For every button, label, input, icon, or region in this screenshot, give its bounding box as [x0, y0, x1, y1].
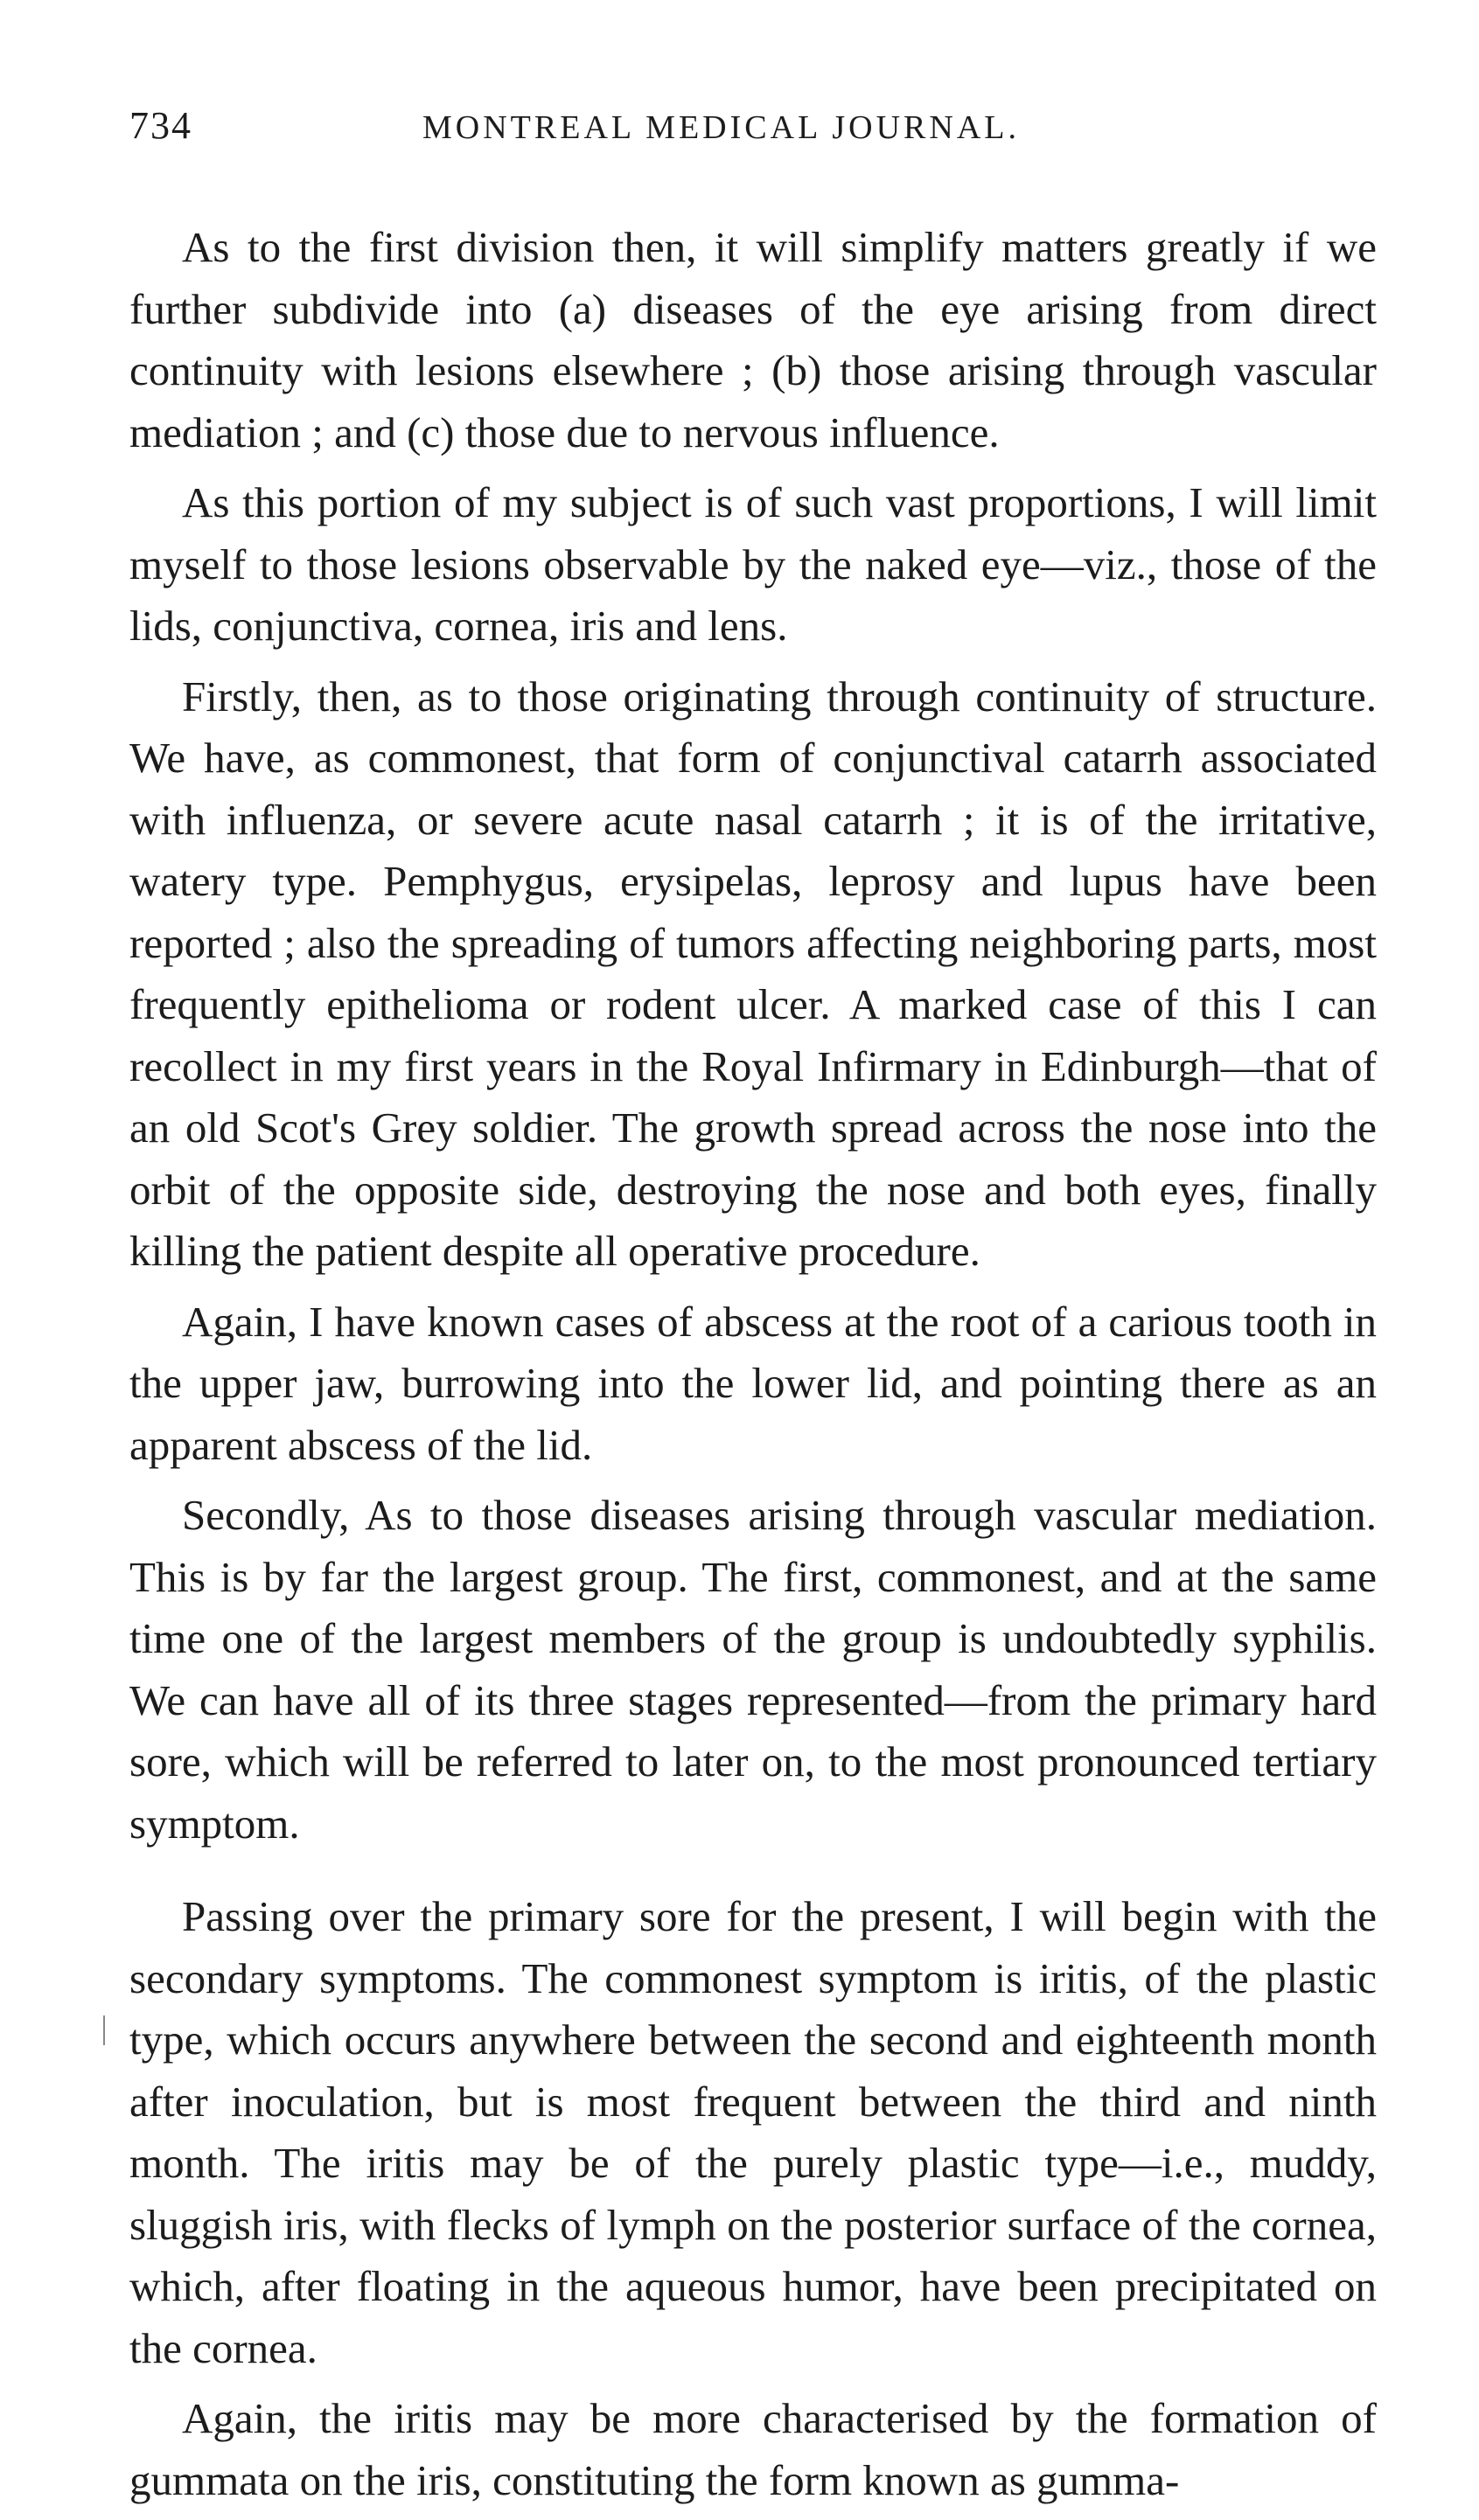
paragraph-vascular-mediation: Secondly, As to those diseases arising through vascular mediation. This is by far the largest group. The first, commonest, and at the same time one of the largest members of the group is undoubtedly syphilis. We can have all of its three stages represented—from the primary hard sore, which will be referred to later on, to the most pronounced tertiary symptom.	[129, 1491, 1377, 1848]
paragraph-abscess: Again, I have known cases of abscess at the root of a carious tooth in the upper jaw, burrowing into the lower lid, and pointing there as an apparent abscess of the lid.	[129, 1297, 1377, 1469]
margin-mark	[103, 2015, 105, 2045]
running-head	[129, 103, 1377, 182]
journal-title: MONTREAL MEDICAL JOURNAL.	[422, 109, 1020, 146]
article-body	[129, 217, 1377, 2511]
journal-page	[129, 103, 1377, 2520]
paragraph-continuity: Firstly, then, as to those originating through continuity of structure. We have, as commonest, that form of conjunctival catarrh associated with influenza, or severe acute nasal catarrh ; it is of the irritative, watery type. Pemphygus, erysipelas, leprosy and lupus have been reported ; also the spreading of tumors affecting neighboring parts, most frequently epithelioma or rodent ulcer. A marked case of this I can recollect in my first years in the Royal Infirmary in Edinburgh—that of an old Scot's Grey soldier. The growth spread across the nose into the orbit of the opposite side, destroying the nose and both eyes, finally killing the patient despite all operative procedure.	[129, 672, 1377, 1275]
paragraph-gummata: Again, the iritis may be more characterised by the formation of gummata on the iris, constituting the form known as gumma-	[129, 2394, 1377, 2504]
paragraph-secondary-symptoms: Passing over the primary sore for the present, I will begin with the secondary symptoms. The commonest symptom is iritis, of the plastic type, which occurs anywhere between the second and eighteenth month after inoculation, but is most frequent between the third and ninth month. The iritis may be of the purely plastic type—i.e., muddy, sluggish iris, with flecks of lymph on the posterior surface of the cornea, which, after floating in the aqueous humor, have been precipitated on the cornea.	[129, 1892, 1377, 2372]
paragraph-scope: As this portion of my subject is of such vast proportions, I will limit myself to those lesions observable by the naked eye—viz., those of the lids, conjunctiva, cornea, iris and lens.	[129, 478, 1377, 650]
page-number: 734	[129, 104, 192, 147]
paragraph-first-division: As to the first division then, it will simplify matters greatly if we further subdivide into (a) diseases of the eye arising from direct continuity with lesions elsewhere ; (b) those arising through vascular mediation ; and (c) those due to nervous influence.	[129, 223, 1377, 456]
